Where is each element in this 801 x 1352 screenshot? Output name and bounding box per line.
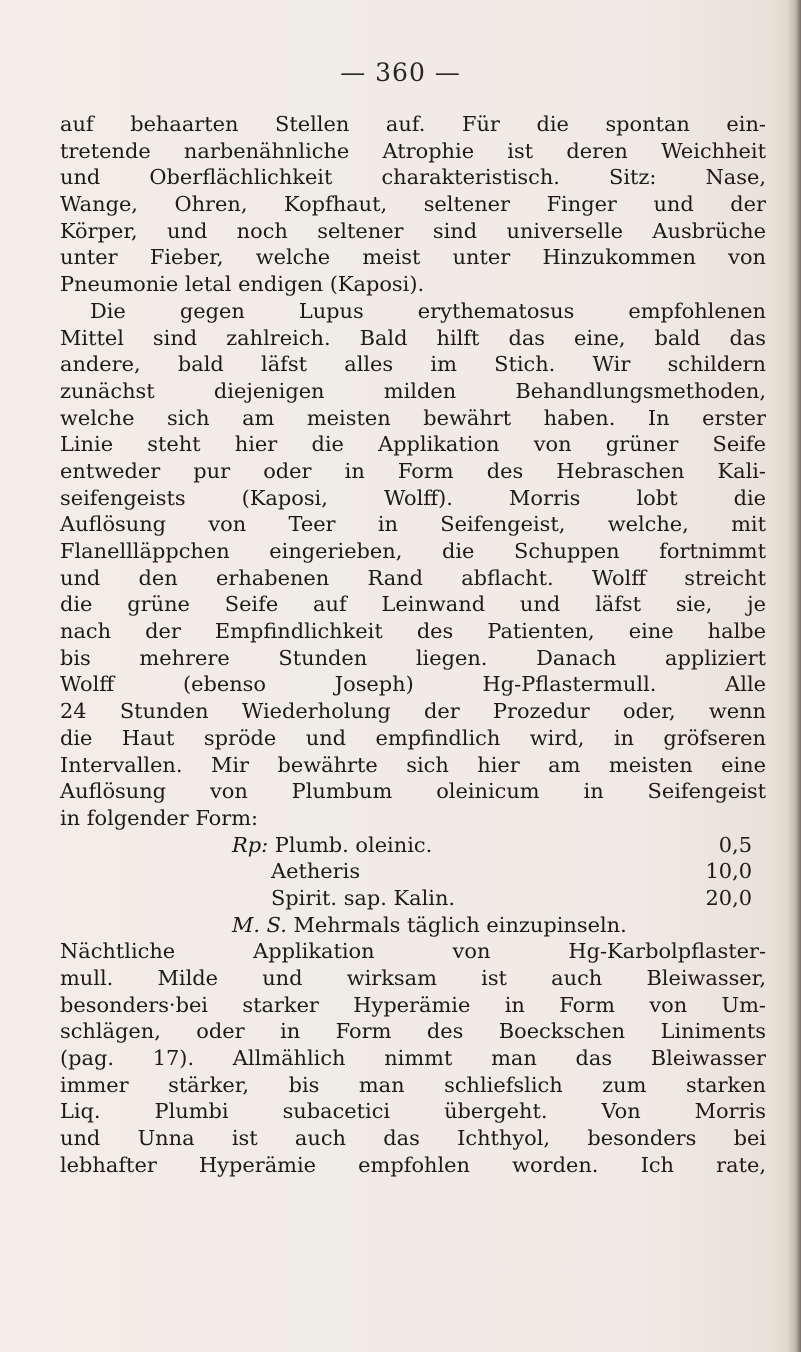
text-line: immer stärker, bis man schliefslich zum starken (60, 1072, 766, 1097)
text-line: lebhafter Hyperämie empfohlen worden. Ich rate, (60, 1152, 766, 1177)
prescription-row (60, 832, 766, 859)
text-line: schlägen, oder in Form des Boeckschen Liniments (60, 1019, 766, 1044)
prescription-item-name: Aetheris (271, 859, 361, 884)
text-line: entweder pur oder in Form des Hebraschen Kali- (60, 458, 766, 483)
text-line: bis mehrere Stunden liegen. Danach appliziert (60, 645, 766, 670)
text-line: Pneumonie letal endigen (Kaposi). (60, 272, 425, 297)
page-edge-shadow (787, 0, 801, 1352)
text-line: auf behaarten Stellen auf. Für die spontan ein- (60, 112, 766, 136)
text-line: 24 Stunden Wiederholung der Prozedur oder, wenn (60, 699, 766, 724)
text-line: Linie steht hier die Applikation von grüner Seife (60, 432, 766, 457)
prescription-item-name: Spirit. sap. Kalin. (271, 885, 456, 910)
text-line: Intervallen. Mir bewährte sich hier am meisten eine (60, 752, 766, 777)
text-line: Auflösung von Plumbum oleinicum in Seifengeist (60, 779, 766, 804)
text-line: Wange, Ohren, Kopfhaut, seltener Finger und der (60, 192, 766, 217)
text-line: Nächtliche Applikation von Hg-Karbolpflaster- (60, 939, 766, 964)
prescription-row (60, 885, 766, 912)
prescription-item-qty: 10,0 (705, 859, 752, 884)
text-line: Flanellläppchen eingerieben, die Schuppen fortnimmt (60, 539, 766, 563)
text-line: Liq. Plumbi subacetici übergeht. Von Morris (60, 1099, 766, 1124)
text-line: die Haut spröde und empfindlich wird, in gröfseren (60, 725, 766, 750)
text-line: welche sich am meisten bewährt haben. In erster (60, 405, 766, 430)
prescription-row (60, 858, 766, 885)
text-line: und den erhabenen Rand abflacht. Wolff streicht (60, 565, 766, 590)
text-line: Auflösung von Teer in Seifengeist, welche, mit (60, 512, 766, 537)
text-line: Mittel sind zahlreich. Bald hilft das eine, bald das (60, 325, 766, 350)
text-line: (pag. 17). Allmählich nimmt man das Bleiwasser (60, 1046, 766, 1071)
prescription-item-qty: 0,5 (718, 832, 752, 857)
text-line: und Unna ist auch das Ichthyol, besonders bei (60, 1126, 766, 1151)
prescription-item-qty: 20,0 (705, 885, 752, 910)
prescription (60, 832, 766, 939)
text-line: die grüne Seife auf Leinwand und läfst sie, je (60, 592, 766, 617)
body-text (60, 111, 766, 1179)
text-line: Wolff (ebenso Joseph) Hg-Pflastermull. Alle (60, 672, 766, 697)
text-line: mull. Milde und wirksam ist auch Bleiwasser, (60, 966, 766, 990)
text-line: seifengeists (Kaposi, Wolff). Morris lobt die (60, 485, 766, 510)
ms-text: Mehrmals täglich einzupinseln. (293, 912, 627, 937)
ms-label: M. S. (232, 912, 287, 937)
text-line: unter Fieber, welche meist unter Hinzukommen von (60, 245, 766, 270)
page-number: — 360 — (340, 58, 461, 87)
rp-label: Rp: (232, 832, 269, 857)
text-line: besonders·bei starker Hyperämie in Form von Um- (60, 992, 766, 1017)
text-line: in folgender Form: (60, 805, 259, 830)
text-line: und Oberflächlichkeit charakteristisch. Sitz: Nase, (60, 165, 766, 190)
prescription-signa (60, 912, 766, 939)
text-line: nach der Empfindlichkeit des Patienten, eine halbe (60, 619, 766, 644)
text-line: andere, bald läfst alles im Stich. Wir schildern (60, 352, 766, 377)
text-line: Körper, und noch seltener sind universelle Ausbrüche (60, 218, 766, 243)
text-line: tretende narbenähnliche Atrophie ist deren Weichheit (60, 138, 766, 163)
text-line: zunächst diejenigen milden Behandlungsmethoden, (60, 378, 766, 403)
paragraph-start-line: Die gegen Lupus erythematosus empfohlenen (90, 298, 766, 323)
prescription-item-name: Plumb. oleinic. (274, 832, 433, 857)
